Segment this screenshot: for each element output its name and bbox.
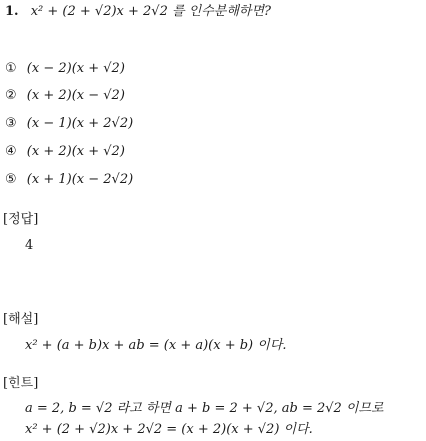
explanation-text: x² + (a + b)x + ab = (x + a)(x + b) 이다. bbox=[25, 338, 287, 353]
hint-line-2: x² + (2 + √2)x + 2√2 = (x + 2)(x + √2) 이다. bbox=[25, 422, 313, 437]
answer-value: 4 bbox=[25, 238, 34, 253]
choice-4 bbox=[5, 144, 125, 160]
choice-2-text: (x + 2)(x − √2) bbox=[26, 88, 125, 103]
choice-1-text: (x − 2)(x + √2) bbox=[26, 61, 125, 76]
hint-line-1: a = 2, b = √2 라고 하면 a + b = 2 + √2, ab = 2√2 이므로 bbox=[25, 401, 384, 416]
choice-1-mark: ① bbox=[5, 61, 17, 76]
choice-3 bbox=[5, 116, 133, 132]
choice-4-mark: ④ bbox=[5, 144, 17, 159]
choice-2 bbox=[5, 88, 125, 104]
answer-label: [정답] bbox=[3, 212, 39, 227]
question-line bbox=[5, 4, 271, 20]
hint-label: [힌트] bbox=[3, 376, 39, 391]
choice-1 bbox=[5, 61, 125, 77]
choice-5-mark: ⑤ bbox=[5, 172, 17, 187]
choice-2-mark: ② bbox=[5, 88, 17, 103]
question-number: 1. bbox=[5, 4, 19, 19]
choice-5 bbox=[5, 172, 133, 188]
choice-4-text: (x + 2)(x + √2) bbox=[26, 144, 125, 159]
choice-3-text: (x − 1)(x + 2√2) bbox=[26, 116, 134, 131]
explanation-label: [해설] bbox=[3, 312, 39, 327]
question-text: x² + (2 + √2)x + 2√2 를 인수분해하면? bbox=[30, 4, 272, 19]
choice-5-text: (x + 1)(x − 2√2) bbox=[26, 172, 134, 187]
choice-3-mark: ③ bbox=[5, 116, 17, 131]
